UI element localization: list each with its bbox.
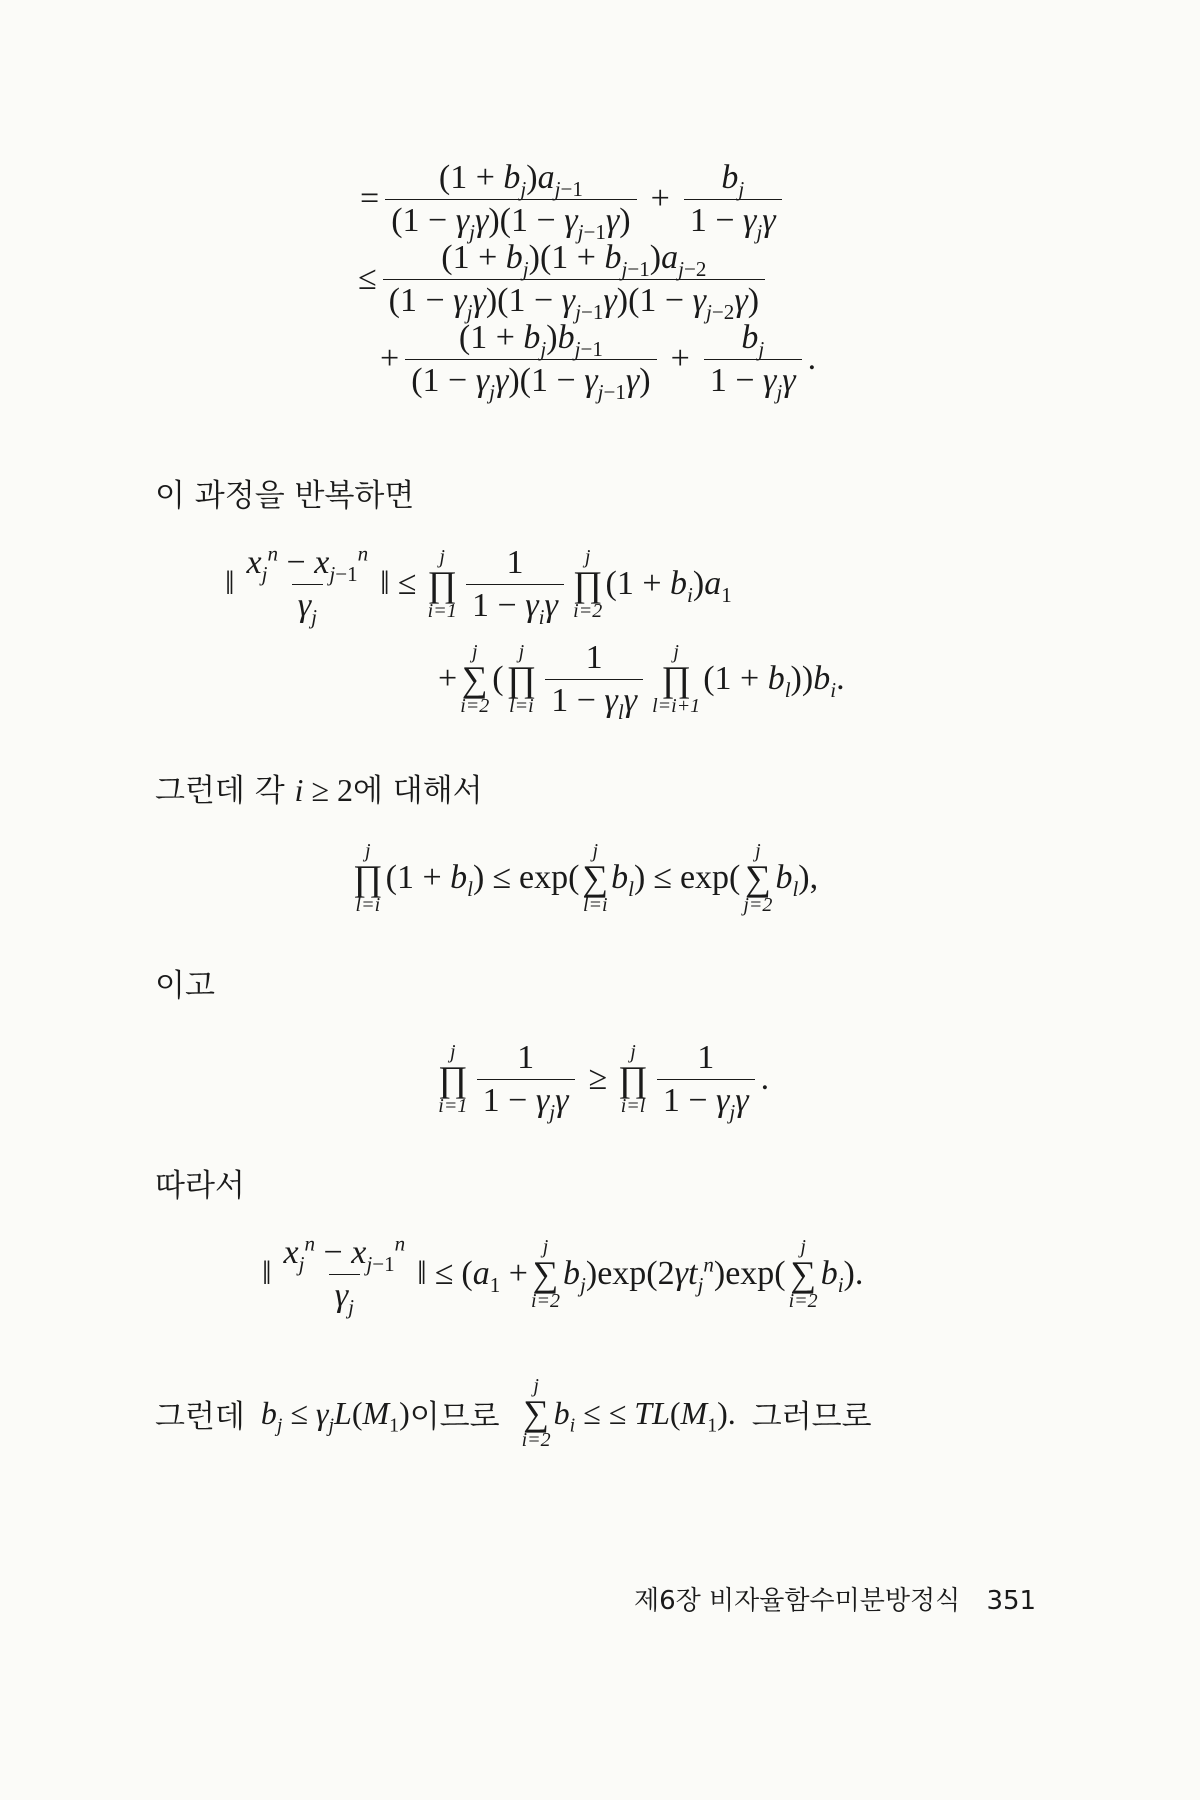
- fraction: $\frac{x_j^n - x_{j-1}^n}{\gamma_j}$: [283, 1231, 406, 1319]
- plus-sign: +: [380, 340, 400, 378]
- norm-left: ‖: [225, 565, 235, 603]
- fraction: $\frac{(1 + b_j)b_{j-1}}{(1 - \gamma_j\gamma)(1 - \gamma_{j-1}\gamma)}$: [405, 320, 656, 398]
- product-operator: j ∏ i=1: [427, 545, 458, 623]
- sum-operator: j ∑ j=2: [743, 840, 773, 917]
- le-sign: ≤: [397, 565, 417, 603]
- paragraph-1: 이 과정을 반복하면: [155, 478, 415, 514]
- equation-line-8: ‖ $\frac{x_j^n - x_{j-1}^n}{\gamma_j}$ ‖ ≤ ($a_1$ + j ∑ i=2 $b_j)\exp(2\gamma t_j^n)\exp$( j ∑ i=2 $b_i$).: [262, 1231, 864, 1319]
- period: .: [760, 1060, 770, 1098]
- page-number: 351: [986, 1586, 1037, 1616]
- sum-operator: j ∑ i=2: [788, 1235, 818, 1313]
- product-operator: j ∏ l=i+1: [652, 640, 701, 718]
- plus-sign: +: [670, 340, 690, 378]
- norm-right: ‖: [417, 1255, 427, 1293]
- fraction: $\frac{1}{1 - \gamma_l\gamma}$: [545, 640, 643, 718]
- product-operator: j ∏ i=1: [438, 1040, 468, 1118]
- equation-line-3: [380, 319, 817, 404]
- equation-line-1: [360, 159, 788, 244]
- product-operator: j ∏ l=i: [353, 840, 383, 917]
- sum-operator: j ∑ i=2: [460, 640, 490, 718]
- equation-line-5: + j ∑ i=2 ( j ∏ l=i $\frac{1}{1 - \gamma_l\gamma}$ j ∏ l=i+1 $(1 + b_l))b_i$.: [438, 639, 845, 724]
- plus-sign: +: [650, 180, 670, 218]
- sum-operator: j ∑ i=2: [521, 1375, 551, 1452]
- page-footer: [634, 1580, 1036, 1617]
- product-operator: j ∏ l=i: [506, 640, 537, 718]
- equation-line-2: [358, 239, 771, 324]
- paragraph-5: 그런데 $b_j \le \gamma_jL(M_1)$ 이므로 j ∑ i=2 $b_i$ ≤ ≤ $TL(M_1)$. 그러므로: [155, 1375, 872, 1452]
- fraction: $\frac{1}{1 - \gamma_j\gamma}$: [477, 1040, 575, 1118]
- norm-left: ‖: [262, 1255, 272, 1293]
- le-sign: ≤: [653, 859, 672, 897]
- fraction: $\frac{(1 + b_j)a_{j-1}}{(1 - \gamma_j\gamma)(1 - \gamma_{j-1}\gamma)}$: [385, 160, 636, 238]
- le-sign: ≤: [434, 1255, 454, 1293]
- fraction: $\frac{1}{1 - \gamma_i\gamma}$: [466, 545, 564, 623]
- fraction: $\frac{(1 + b_j)(1 + b_{j-1})a_{j-2}}{(1 - \gamma_j\gamma)(1 - \gamma_{j-1}\gamma)(1 - \gamma_{j-2}\gamma)}$: [383, 240, 765, 318]
- norm-right: ‖: [380, 565, 390, 603]
- product-operator: j ∏ i=2: [572, 545, 603, 623]
- equation-line-4: ‖ $\frac{x_j^n - x_{j-1}^n}{\gamma_j}$ ‖ ≤ j ∏ i=1 $\frac{1}{1 - \gamma_i\gamma}$ j ∏ i=2 $(1 + b_i)a_1$: [225, 541, 732, 629]
- product-operator: j ∏ i=l: [618, 1040, 648, 1118]
- exp-function: exp: [519, 859, 569, 897]
- equation-line-6: j ∏ l=i $(1 + b_l)$ ≤ exp ( j ∑ l=i $b_l$) ≤ exp ( j ∑ j=2 $b_l$),: [353, 840, 819, 917]
- chapter-title: 제6장 비자율함수미분방정식: [634, 1586, 961, 1616]
- equation-line-7: [435, 1039, 770, 1124]
- sum-operator: j ∑ i=2: [530, 1235, 561, 1313]
- le-sign: ≤: [358, 260, 377, 298]
- fraction: $\frac{1}{1 - \gamma_j\gamma}$: [657, 1040, 755, 1118]
- sum-operator: j ∑ l=i: [582, 840, 609, 917]
- fraction: $\frac{b_j}{1 - \gamma_j\gamma}$: [704, 320, 802, 398]
- paragraph-3: 이고: [155, 968, 215, 1004]
- fraction: $\frac{x_j^n - x_{j-1}^n}{\gamma_j}$: [246, 541, 369, 629]
- fraction: $\frac{b_j}{1 - \gamma_j\gamma}$: [684, 160, 782, 238]
- period: .: [807, 340, 817, 378]
- paragraph-2: 그런데 각 i ≥ 2에 대해서: [155, 772, 483, 809]
- plus-sign: +: [438, 660, 458, 698]
- exp-function: exp: [679, 859, 730, 897]
- eq-sign: =: [360, 180, 380, 218]
- paragraph-4: 따라서: [155, 1168, 245, 1204]
- ge-sign: ≥: [588, 1060, 608, 1098]
- le-sign: ≤: [492, 859, 511, 897]
